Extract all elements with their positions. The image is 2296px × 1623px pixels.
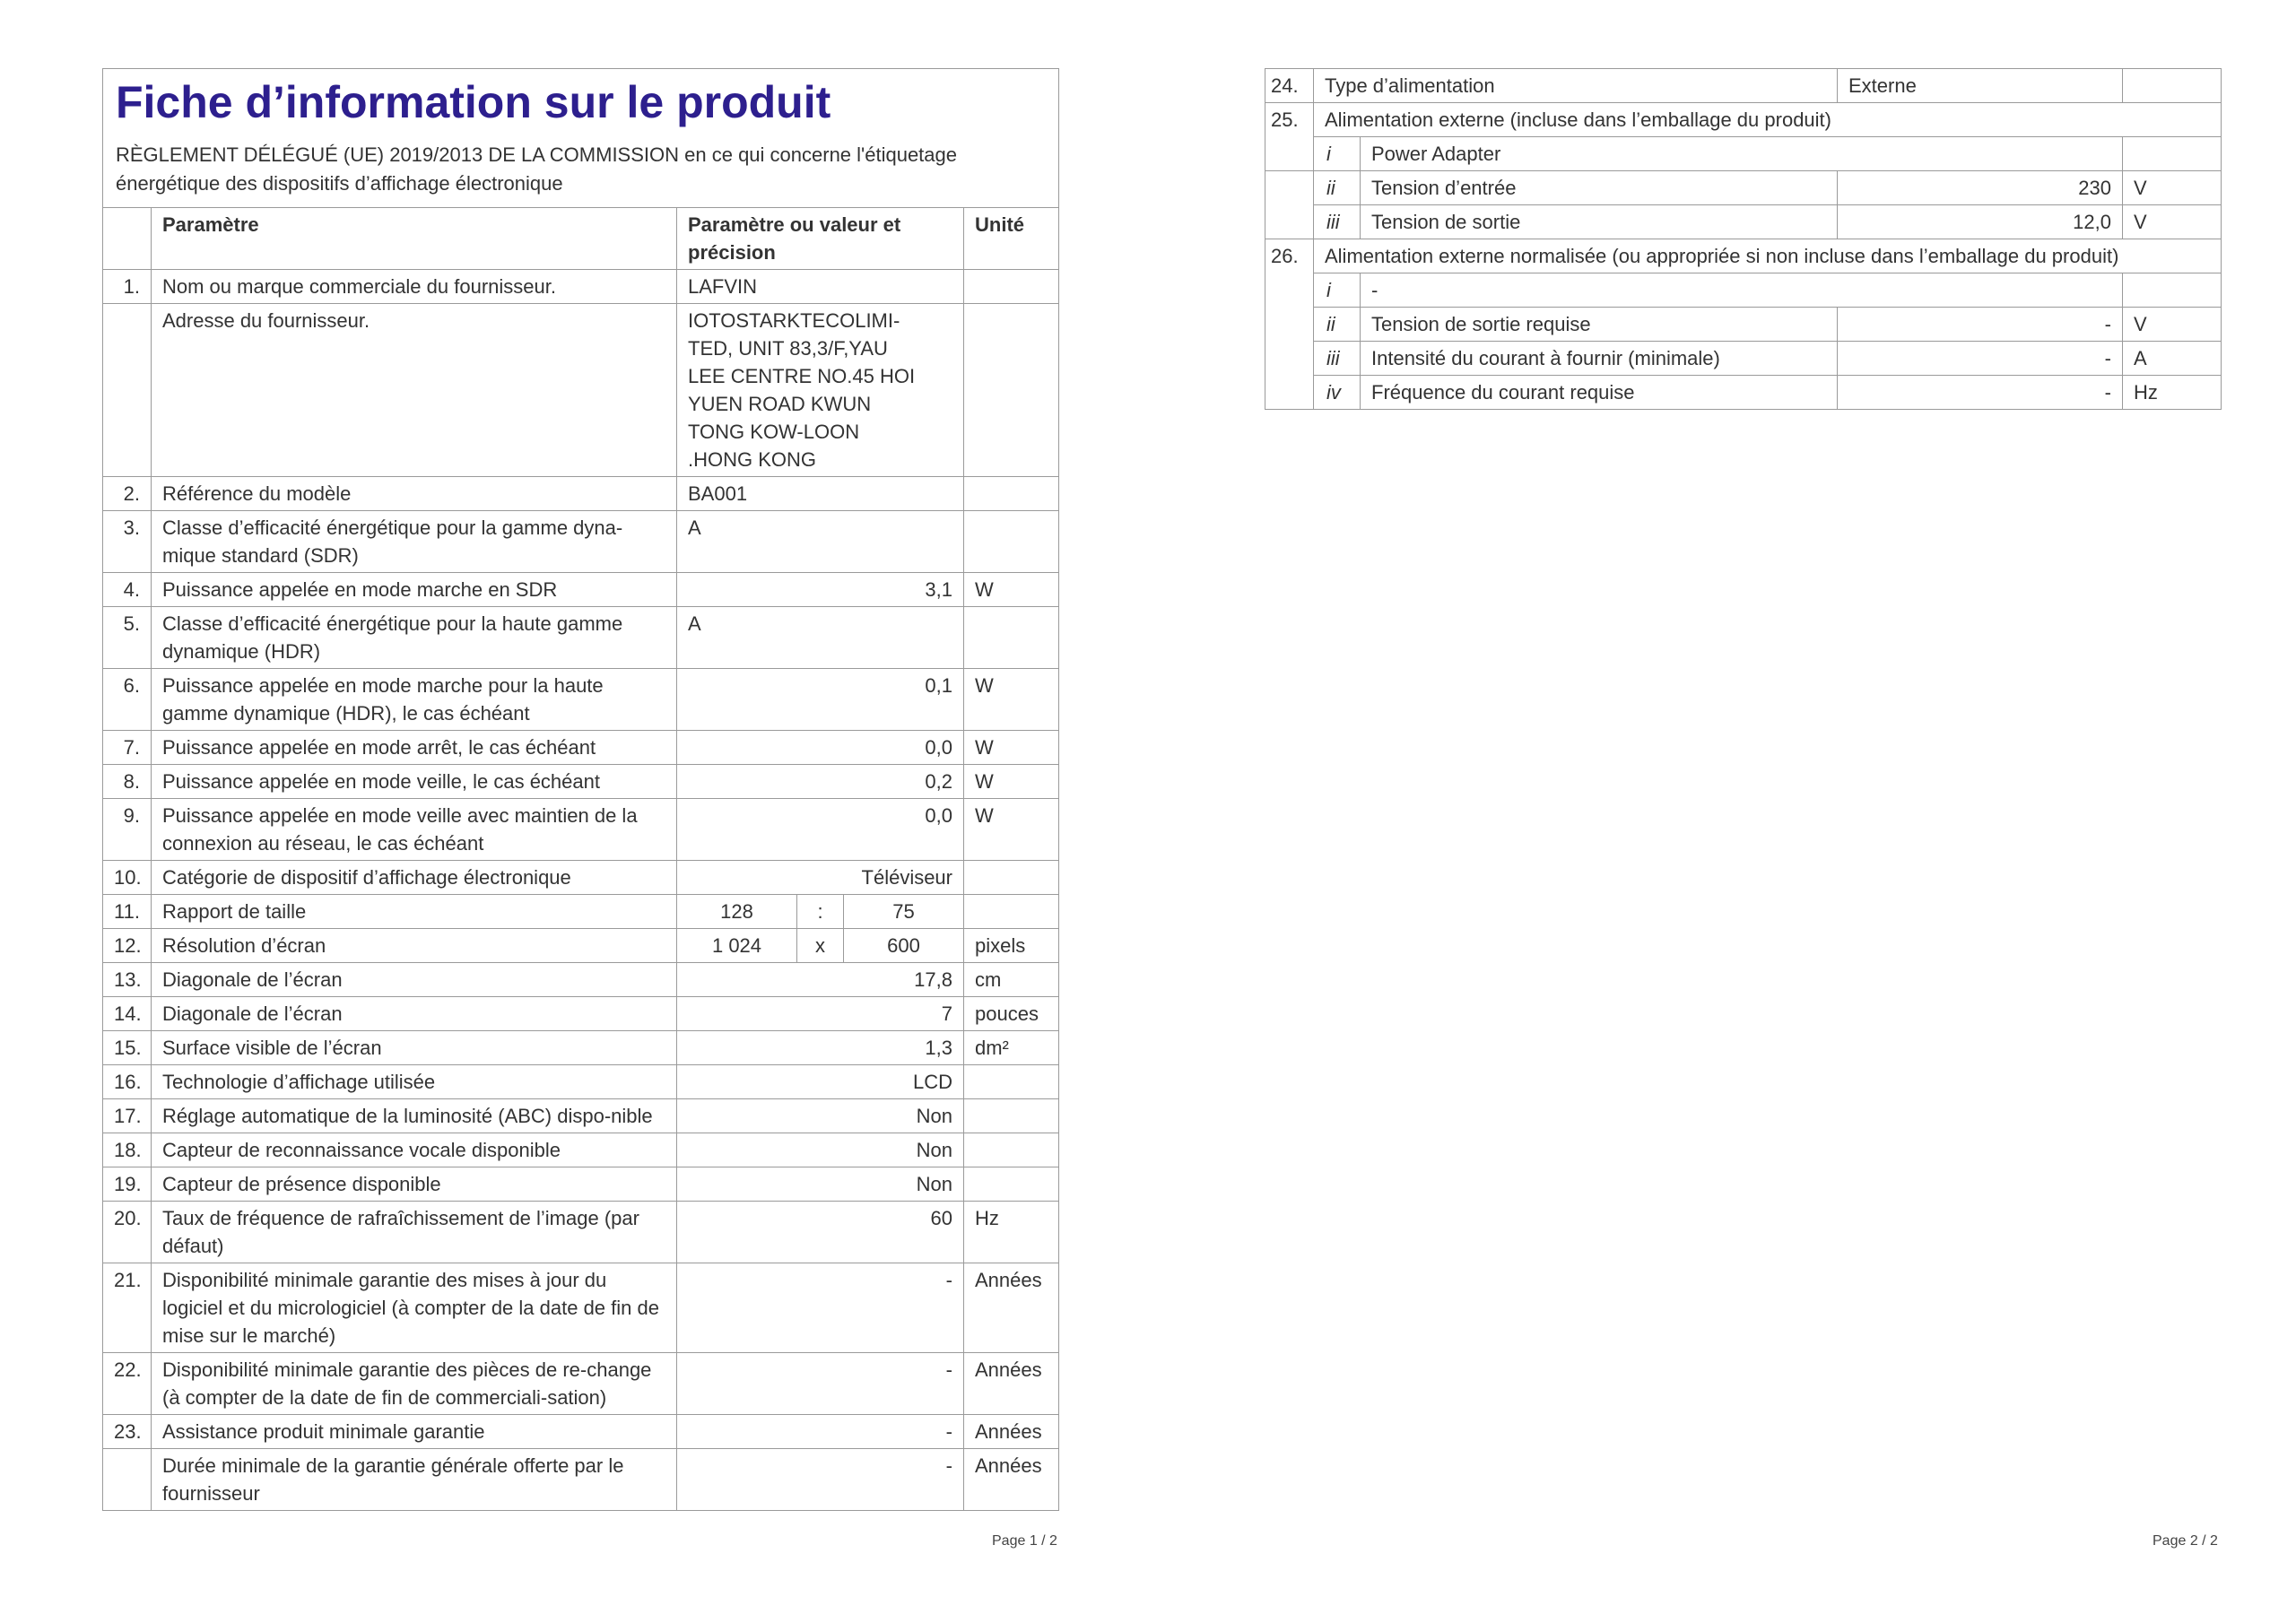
table-row [103,895,1059,929]
sub-label: Tension d’entrée [1361,171,1838,205]
row-value: LAFVIN [677,270,964,304]
column-header-value: Paramètre ou valeur et précision [677,208,964,270]
row-index: 14. [103,997,152,1031]
row-unit: Hz [964,1202,1059,1263]
row-index: 20. [103,1202,152,1263]
row-index: 23. [103,1415,152,1449]
row-value: - [677,1353,964,1415]
row-index: 3. [103,511,152,573]
sub-unit [2123,273,2222,308]
table-row [103,477,1059,511]
row-index: 22. [103,1353,152,1415]
row-unit [964,1167,1059,1202]
row-index: 25. [1265,103,1314,137]
sub-label: Fréquence du courant requise [1361,376,1838,410]
resolution-width: 1 024 [677,929,797,963]
row-index: 19. [103,1167,152,1202]
page-2 [1265,68,2221,410]
table-row [103,1263,1059,1353]
row-label: Classe d’efficacité énergétique pour la haute gamme dynamique (HDR) [152,607,677,669]
row-unit [964,270,1059,304]
table-row [103,1449,1059,1511]
row-value: 1,3 [677,1031,964,1065]
table-subrow [1265,171,2222,205]
sub-value: 230 [1838,171,2123,205]
row-label: Puissance appelée en mode marche en SDR [152,573,677,607]
row-label: Diagonale de l’écran [152,997,677,1031]
sub-index: iii [1314,205,1361,239]
row-index: 24. [1265,69,1314,103]
ratio-height: 75 [844,895,964,929]
table-row [103,731,1059,765]
regulation-subtitle: RÈGLEMENT DÉLÉGUÉ (UE) 2019/2013 DE LA COMMISSION en ce qui concerne l'étiquetage énergétique des dispositifs d’affichage électronique [116,143,957,195]
row-index: 7. [103,731,152,765]
table-row [103,799,1059,861]
sub-value: - [1838,376,2123,410]
table-row [103,1133,1059,1167]
row-index: 1. [103,270,152,304]
sub-index: i [1314,273,1361,308]
row-label: Surface visible de l’écran [152,1031,677,1065]
row-label: Technologie d’affichage utilisée [152,1065,677,1099]
row-unit: Années [964,1415,1059,1449]
row-label: Disponibilité minimale garantie des pièces de re-change (à compter de la date de fin de commerciali-sation) [152,1353,677,1415]
row-value [677,304,964,477]
column-header-row [103,208,1059,270]
row-unit [964,1133,1059,1167]
row-unit [964,895,1059,929]
table-row [103,1065,1059,1099]
table-row [103,1099,1059,1133]
row-unit [964,304,1059,477]
row-unit: Années [964,1263,1059,1353]
row-label: Référence du modèle [152,477,677,511]
sub-label: Tension de sortie [1361,205,1838,239]
row-value: A [677,511,964,573]
table-row [103,765,1059,799]
table-row [1265,69,2222,103]
row-index: 16. [103,1065,152,1099]
row-index: 21. [103,1263,152,1353]
ratio-width: 128 [677,895,797,929]
row-index: 11. [103,895,152,929]
sub-label: Intensité du courant à fournir (minimale) [1361,342,1838,376]
column-header-param: Paramètre [152,208,677,270]
table-subrow [1265,205,2222,239]
table-row [103,573,1059,607]
row-unit: Années [964,1449,1059,1511]
row-unit: Années [964,1353,1059,1415]
row-value: A [677,607,964,669]
row-value: Téléviseur [677,861,964,895]
row-label: Réglage automatique de la luminosité (ABC) dispo-nible [152,1099,677,1133]
row-value: 0,0 [677,731,964,765]
row-value: Non [677,1133,964,1167]
row-index: 18. [103,1133,152,1167]
row-index: 9. [103,799,152,861]
row-index: 12. [103,929,152,963]
row-value: 0,0 [677,799,964,861]
row-label: Puissance appelée en mode veille, le cas échéant [152,765,677,799]
row-label: Classe d’efficacité énergétique pour la gamme dyna-mique standard (SDR) [152,511,677,573]
row-label: Catégorie de dispositif d’affichage électronique [152,861,677,895]
row-unit [964,477,1059,511]
page-number-2: Page 2 / 2 [2152,1533,2218,1549]
row-value: 7 [677,997,964,1031]
table-subrow [1265,376,2222,410]
table-row [103,929,1059,963]
row-unit: W [964,573,1059,607]
row-label: Alimentation externe normalisée (ou appropriée si non incluse dans l’emballage du produit) [1314,239,2222,273]
row-value: 3,1 [677,573,964,607]
table-row [103,1031,1059,1065]
row-unit: W [964,799,1059,861]
row-value: 0,1 [677,669,964,731]
row-index: 8. [103,765,152,799]
table-row [103,861,1059,895]
row-index: 17. [103,1099,152,1133]
row-value: Non [677,1167,964,1202]
sub-unit: V [2123,308,2222,342]
page-number-1: Page 1 / 2 [992,1533,1057,1549]
table-row [103,669,1059,731]
table-row [103,1353,1059,1415]
product-info-table [102,68,1059,1511]
row-unit: W [964,669,1059,731]
row-label: Durée minimale de la garantie générale offerte par le fournisseur [152,1449,677,1511]
table-subrow [1265,137,2222,171]
table-row [103,511,1059,573]
row-label: Rapport de taille [152,895,677,929]
resolution-height: 600 [844,929,964,963]
table-row [1265,103,2222,137]
row-label: Adresse du fournisseur. [152,304,677,477]
row-unit: pouces [964,997,1059,1031]
sub-label: - [1361,273,2123,308]
row-unit [964,511,1059,573]
sub-unit: V [2123,205,2222,239]
sub-index: ii [1314,171,1361,205]
row-index: 26. [1265,239,1314,273]
row-unit: W [964,765,1059,799]
sub-label: Power Adapter [1361,137,2123,171]
row-index: 13. [103,963,152,997]
page-title: Fiche d’information sur le produit [116,77,831,127]
row-unit [2123,69,2222,103]
row-label: Taux de fréquence de rafraîchissement de l’image (par défaut) [152,1202,677,1263]
table-row [103,1202,1059,1263]
column-header-unit: Unité [964,208,1059,270]
row-unit: cm [964,963,1059,997]
row-value: 0,2 [677,765,964,799]
row-index: 2. [103,477,152,511]
row-unit [964,1099,1059,1133]
table-row [103,997,1059,1031]
table-row [103,1167,1059,1202]
table-row [103,607,1059,669]
row-unit: pixels [964,929,1059,963]
row-label: Capteur de reconnaissance vocale disponible [152,1133,677,1167]
row-value: Externe [1838,69,2123,103]
table-row [103,304,1059,477]
row-value: 60 [677,1202,964,1263]
table-subrow [1265,273,2222,308]
row-label: Disponibilité minimale garantie des mises à jour du logiciel et du micrologiciel (à compter de la date de fin de mise sur le marché) [152,1263,677,1353]
row-label: Type d’alimentation [1314,69,1838,103]
row-label: Puissance appelée en mode veille avec maintien de la connexion au réseau, le cas échéant [152,799,677,861]
row-value: - [677,1415,964,1449]
row-index: 15. [103,1031,152,1065]
sub-value: 12,0 [1838,205,2123,239]
row-value: - [677,1449,964,1511]
table-row [103,963,1059,997]
sub-index: iii [1314,342,1361,376]
power-supply-table [1265,68,2222,410]
row-unit: dm² [964,1031,1059,1065]
row-index: 5. [103,607,152,669]
row-label: Nom ou marque commerciale du fournisseur. [152,270,677,304]
row-value: 17,8 [677,963,964,997]
row-index [103,304,152,477]
row-value: LCD [677,1065,964,1099]
sub-unit [2123,137,2222,171]
row-label: Alimentation externe (incluse dans l’emballage du produit) [1314,103,2222,137]
row-value: - [677,1263,964,1353]
row-index: 10. [103,861,152,895]
row-index: 4. [103,573,152,607]
row-label: Capteur de présence disponible [152,1167,677,1202]
table-row [103,1415,1059,1449]
header-cell [103,69,1059,208]
table-subrow [1265,342,2222,376]
sub-index: iv [1314,376,1361,410]
row-unit [964,607,1059,669]
table-row [1265,239,2222,273]
ratio-separator: : [797,895,844,929]
row-unit: W [964,731,1059,765]
row-index: 6. [103,669,152,731]
table-subrow [1265,308,2222,342]
resolution-separator: x [797,929,844,963]
sub-label: Tension de sortie requise [1361,308,1838,342]
row-label: Diagonale de l’écran [152,963,677,997]
sub-unit: V [2123,171,2222,205]
row-value: BA001 [677,477,964,511]
sub-unit: A [2123,342,2222,376]
row-label: Puissance appelée en mode marche pour la haute gamme dynamique (HDR), le cas échéant [152,669,677,731]
page-1 [102,68,1058,1511]
sub-value: - [1838,342,2123,376]
sub-unit: Hz [2123,376,2222,410]
row-index [103,1449,152,1511]
row-value: Non [677,1099,964,1133]
sub-index: ii [1314,308,1361,342]
row-label: Résolution d’écran [152,929,677,963]
table-row [103,270,1059,304]
row-label: Assistance produit minimale garantie [152,1415,677,1449]
sub-value: - [1838,308,2123,342]
sub-index: i [1314,137,1361,171]
supplier-address: IOTOSTARKTECOLIMI-TED, UNIT 83,3/F,YAU LEE CENTRE NO.45 HOI YUEN ROAD KWUN TONG KOW-LOON .HONG KONG [688,309,916,471]
row-unit [964,1065,1059,1099]
row-unit [964,861,1059,895]
row-label: Puissance appelée en mode arrêt, le cas échéant [152,731,677,765]
